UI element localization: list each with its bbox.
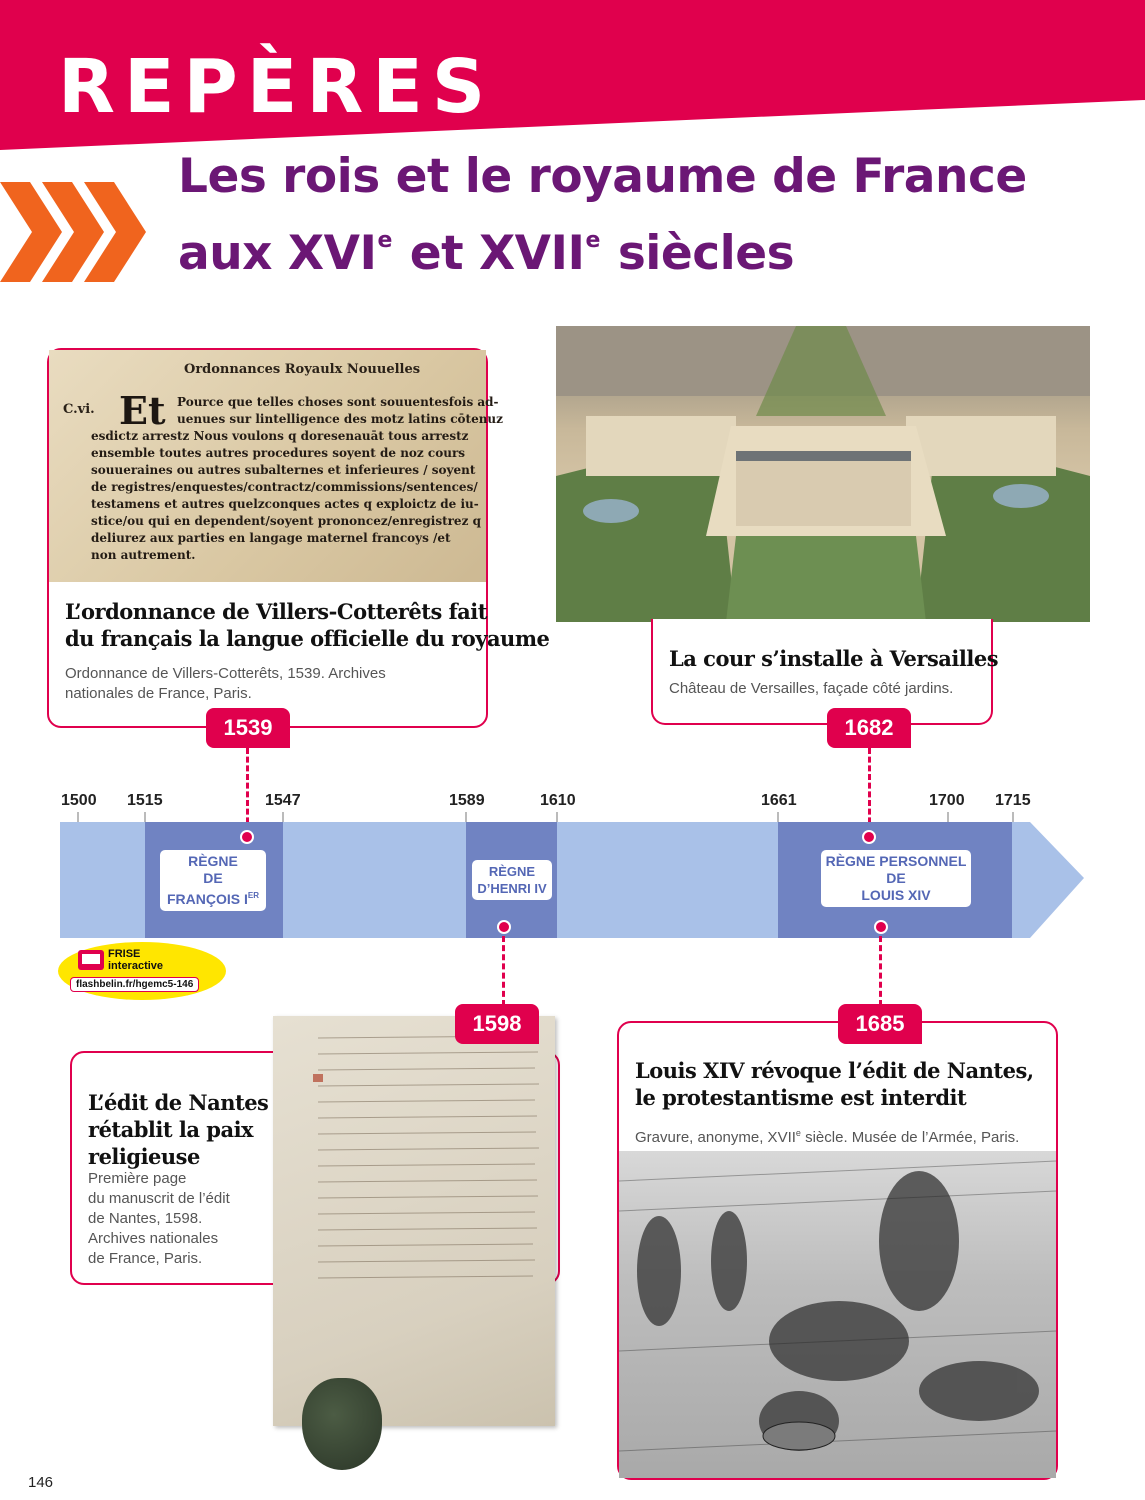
marker-dot-1685 bbox=[874, 920, 888, 934]
computer-icon bbox=[78, 950, 104, 970]
marker-dot-1682 bbox=[862, 830, 876, 844]
section-label: REPÈRES bbox=[58, 44, 495, 130]
tick-1700: 1700 bbox=[929, 792, 965, 809]
event-title-1598: L’édit de Nantes rétablit la paix religieuse bbox=[88, 1090, 269, 1169]
wax-seal bbox=[302, 1378, 382, 1470]
event-title-1685: Louis XIV révoque l’édit de Nantes, le protestantisme est interdit bbox=[635, 1058, 1034, 1110]
event-card-1539 bbox=[47, 348, 550, 728]
event-caption-1682: Château de Versailles, façade côté jardins. bbox=[669, 680, 954, 697]
tick-1589: 1589 bbox=[449, 792, 485, 809]
edit-de-nantes-manuscript bbox=[273, 1016, 555, 1426]
reign-label-francois: RÈGNE DE FRANÇOIS IER bbox=[160, 850, 266, 911]
tick-1661: 1661 bbox=[761, 792, 797, 809]
event-card-1685 bbox=[617, 1021, 1058, 1480]
document-marginal-note: C.vi. bbox=[63, 402, 95, 417]
tick-1500: 1500 bbox=[61, 792, 97, 809]
event-card-1682 bbox=[651, 619, 999, 725]
event-caption-1598: Première page du manuscrit de l’édit de Nantes, 1598. Archives nationales de France, Paris. bbox=[88, 1170, 230, 1267]
page-number: 146 bbox=[28, 1474, 54, 1491]
tick-1610: 1610 bbox=[540, 792, 576, 809]
tick-1515: 1515 bbox=[127, 792, 163, 809]
year-label-1598: 1598 bbox=[455, 1004, 539, 1044]
year-label-1685: 1685 bbox=[838, 1004, 922, 1044]
versailles-illustration bbox=[556, 326, 1090, 622]
reign-label-louis: RÈGNE PERSONNEL DE LOUIS XIV bbox=[821, 850, 971, 907]
versailles-photo bbox=[556, 326, 1090, 622]
marker-dot-1598 bbox=[497, 920, 511, 934]
engraving-image bbox=[619, 1151, 1056, 1478]
document-initial: Et bbox=[119, 388, 166, 433]
event-title-1682: La cour s’installe à Versailles bbox=[669, 646, 999, 671]
document-heading: Ordonnances Royaulx Nouuelles bbox=[184, 362, 421, 377]
connector-1598 bbox=[502, 936, 505, 1006]
event-title-1539: L’ordonnance de Villers-Cotterêts fait du français la langue officielle du royaume bbox=[65, 599, 550, 651]
year-label-1682: 1682 bbox=[827, 708, 911, 748]
interactive-link[interactable]: flashbelin.fr/hgemc5-146 bbox=[70, 977, 199, 992]
page-title: Les rois et le royaume de France aux XVIe et XVIIe siècles bbox=[178, 149, 1027, 281]
ordonnance-document-image bbox=[49, 350, 503, 582]
event-caption-1539: Ordonnance de Villers-Cotterêts, 1539. Archives nationales de France, Paris. bbox=[65, 665, 386, 702]
year-label-1539: 1539 bbox=[206, 708, 290, 748]
connector-1685 bbox=[879, 936, 882, 1006]
tick-1715: 1715 bbox=[995, 792, 1031, 809]
event-caption-1685: Gravure, anonyme, XVIIe siècle. Musée de l’Armée, Paris. bbox=[635, 1128, 1020, 1146]
marker-dot-1539 bbox=[240, 830, 254, 844]
document-text: Pource que telles choses sont souuentesfois ad- uenues sur lintelligence des motz latins cōtenuz esdictz arrestz Nous voulons q doresenauāt tous arrestz ensemble toutes autres procedures soyent de noz cours souueraines ou autres subalternes et inferieures / soyent de registres/enquestes/contractz/commissions/sentences/ testamens et autres quelzconques actes q exploictz de iu- stice/ou qui en dependent/soyent prononcez/enregistrez q deliurez aux parties en langage maternel francoys /et non autrement. bbox=[91, 395, 503, 562]
reign-label-henri: RÈGNE D’HENRI IV bbox=[472, 860, 552, 900]
interactive-badge[interactable] bbox=[58, 942, 226, 1000]
interactive-label: FRISE interactive bbox=[108, 948, 164, 972]
chevron-arrows-icon bbox=[0, 182, 170, 282]
tick-1547: 1547 bbox=[265, 792, 301, 809]
